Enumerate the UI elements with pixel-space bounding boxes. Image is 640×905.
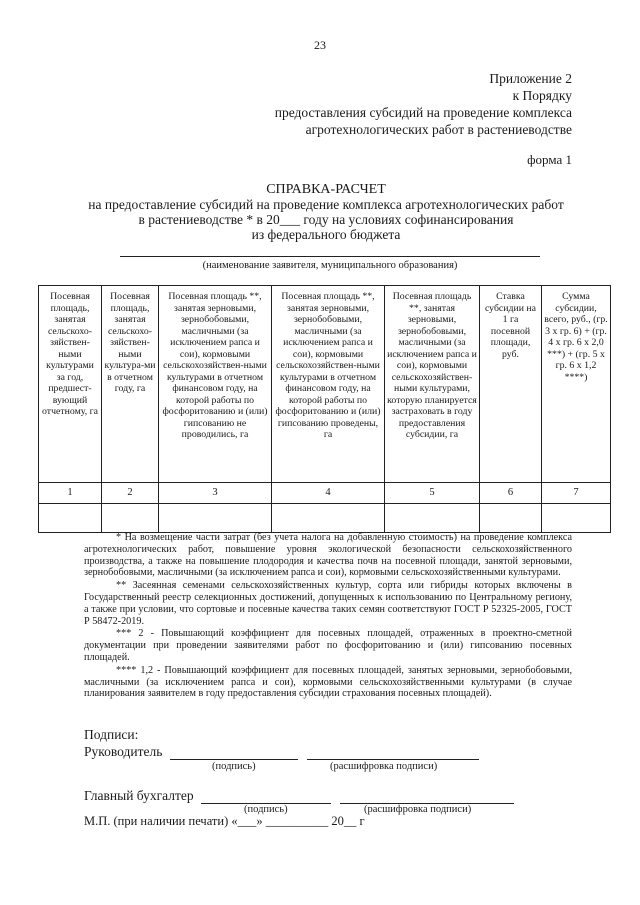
footnote: *** 2 - Повышающий коэффициент для посевных площадей, отраженных в проектно-сметной документации при проведении заявителями работ по фосфоритованию и (или) гипсованию посевных площадей.	[84, 628, 572, 663]
accountant-label: Главный бухгалтер	[84, 788, 194, 803]
column-number: 3	[159, 483, 272, 504]
title-main: СПРАВКА-РАСЧЕТ	[266, 182, 386, 197]
table-cell[interactable]	[480, 504, 542, 533]
header-cell: Посевная площадь **, занятая зерновыми, зернобобовыми, масличными (за исключением рапса и сои), кормовыми сельскохозяйствен-ными культурами в отчетном финансовом году, на которой работы по фосфоритованию и (или) гипсованию проведены, га	[272, 286, 385, 483]
header-cell: Посевная площадь **, занятая зерновыми, зернобобовыми, масличными (за исключением рапса и сои), кормовыми сельскохозяйствен-ными культурами, которую планируется застраховать в году предоставления субсидии, га	[385, 286, 480, 483]
table-header-row	[39, 286, 611, 483]
calculation-table	[38, 285, 611, 533]
page-number: 23	[314, 38, 326, 52]
table-cell[interactable]	[102, 504, 159, 533]
accountant-signature-field[interactable]	[201, 789, 331, 804]
table-cell[interactable]	[272, 504, 385, 533]
signature-caption: (подпись)	[212, 761, 256, 772]
table-cell[interactable]	[385, 504, 480, 533]
table-cell[interactable]	[159, 504, 272, 533]
header-cell: Посевная площадь, занятая сельскохо-зяйствен-ными культура-ми в отчетном году, га	[102, 286, 159, 483]
director-label: Руководитель	[84, 744, 163, 759]
appendix-header	[275, 70, 572, 138]
title-line: в растениеводстве * в 20___ году на условиях софинансирования	[138, 212, 514, 227]
table-cell[interactable]	[542, 504, 611, 533]
title-line: из федерального бюджета	[251, 227, 401, 242]
header-cell: Посевная площадь, занятая сельскохо-зяйствен-ными культурами за год, предшест-вующий отчетному, га	[39, 286, 102, 483]
footnote: **** 1,2 - Повышающий коэффициент для посевных площадей, занятых зерновыми, зернобобовыми, масличными (за исключением рапса и сои), кормовыми сельскохозяйственными культурами (в случае планирования заявителем в году предоставления субсидии страхования посевных площадей).	[84, 664, 572, 700]
director-signature-field[interactable]	[170, 745, 298, 760]
director-decoding-field[interactable]	[307, 745, 479, 760]
appendix-line: к Порядку	[512, 88, 572, 103]
form-label: форма 1	[527, 152, 572, 167]
column-number: 7	[542, 483, 611, 504]
appendix-line: предоставления субсидий на проведение комплекса	[274, 105, 572, 120]
decoding-caption: (расшифровка подписи)	[364, 804, 472, 815]
accountant-decoding-field[interactable]	[340, 789, 514, 804]
appendix-line: Приложение 2	[489, 71, 572, 86]
seal-date-line: М.П. (при наличии печати) «___» __________ 20__ г	[84, 814, 365, 828]
signature-caption: (подпись)	[244, 804, 288, 815]
footnote: * На возмещение части затрат (без учета налога на добавленную стоимость) на проведение комплекса агротехнологических работ, повышение уровня экологической безопасности сельскохозяйственного производства, а также на повышение плодородия и качества почв на посевной площади, занятой зерновыми, зернобобовыми, масличными (за исключением рапса и сои), кормовыми сельскохозяйственными культурами.	[84, 532, 572, 579]
footnotes	[84, 532, 572, 701]
column-number: 4	[272, 483, 385, 504]
header-cell: Ставка субсидии на 1 га посевной площади, руб.	[480, 286, 542, 483]
title-line: на предоставление субсидий на проведение комплекса агротехнологических работ	[88, 197, 564, 212]
column-number: 6	[480, 483, 542, 504]
accountant-signature-row	[84, 788, 514, 804]
column-number: 2	[102, 483, 159, 504]
document-title	[60, 182, 592, 242]
table-cell[interactable]	[39, 504, 102, 533]
header-cell: Сумма субсидии, всего, руб., (гр. 3 х гр. 6) + (гр. 4 х гр. 6 х 2,0 ***) + (гр. 5 х гр. 6 х 1,2 ****)	[542, 286, 611, 483]
column-number: 5	[385, 483, 480, 504]
column-number-row	[39, 483, 611, 504]
applicant-name-line	[120, 256, 540, 257]
decoding-caption: (расшифровка подписи)	[330, 761, 438, 772]
footnote: ** Засеянная семенами сельскохозяйственных культур, сорта или гибриды которых включены в Государственный реестр селекционных достижений, допущенных к использованию по Центральному региону, а также при условии, что сортовые и посевные качества таких семян соответствуют ГОСТ Р 52325-2005, ГОСТ Р 58472-2019.	[84, 580, 572, 627]
applicant-caption: (наименование заявителя, муниципального образования)	[202, 260, 458, 271]
signatures-heading: Подписи:	[84, 727, 139, 742]
director-signature-row	[84, 744, 479, 760]
header-cell: Посевная площадь **, занятая зерновыми, зернобобовыми, масличными (за исключением рапса и сои), кормовыми сельскохозяйствен-ными культурами в отчетном финансовом году, на которой работы по фосфоритованию и (или) гипсованию не проводились, га	[159, 286, 272, 483]
table-row	[39, 504, 611, 533]
column-number: 1	[39, 483, 102, 504]
appendix-line: агротехнологических работ в растениеводстве	[305, 122, 572, 137]
